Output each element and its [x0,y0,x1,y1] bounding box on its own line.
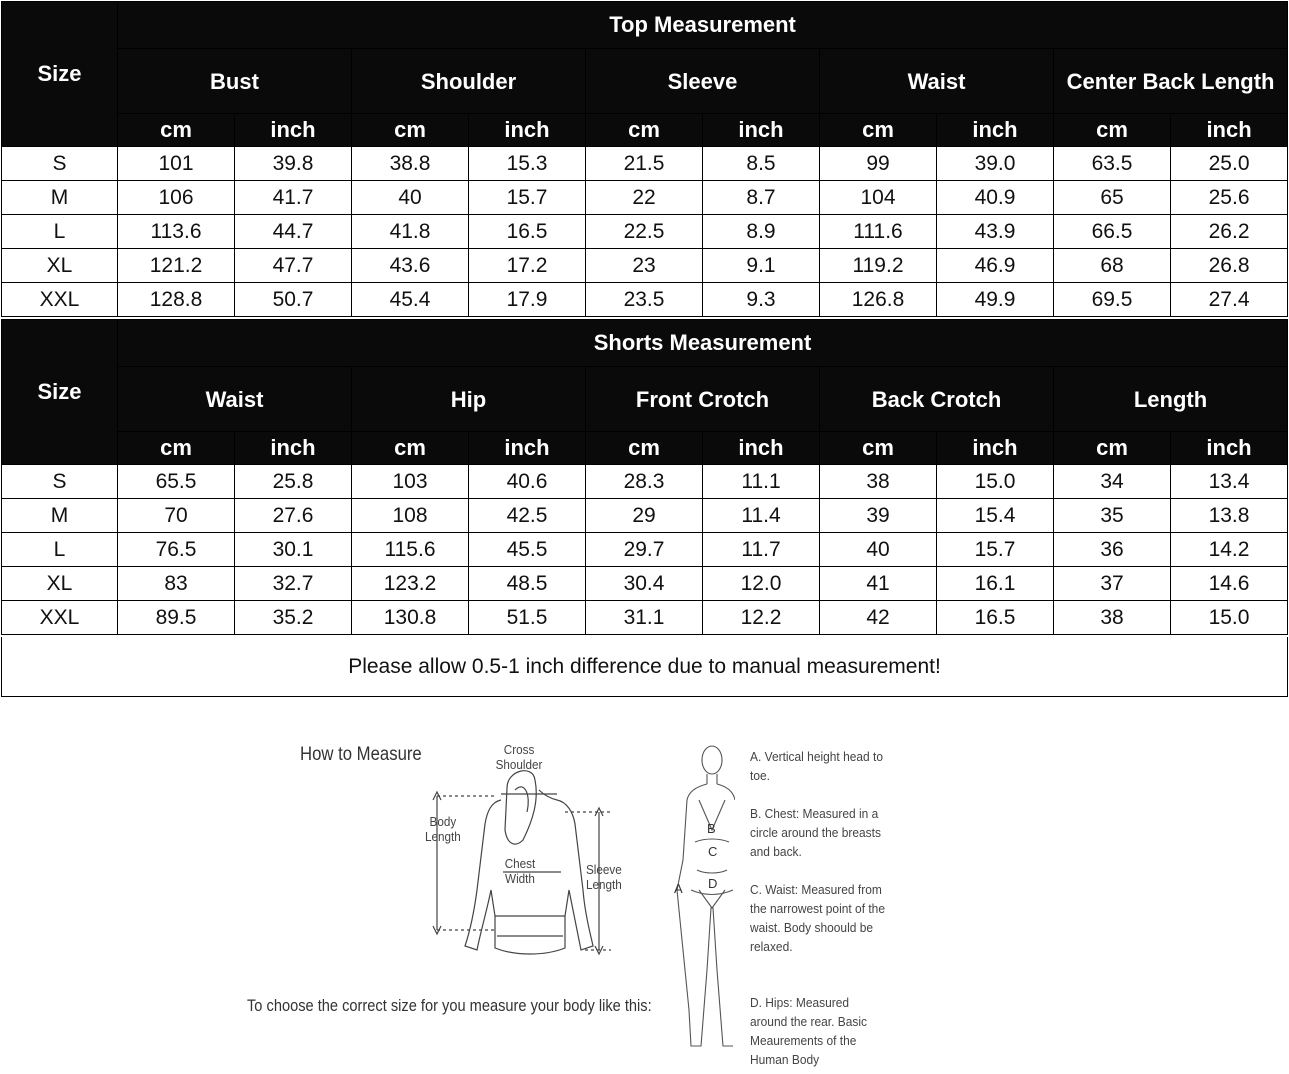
body-figure-drawing [677,746,735,1046]
unit-header: cm [1054,114,1171,147]
unit-header: inch [469,432,586,465]
value-cell: 26.8 [1171,249,1288,283]
group-header: Waist [820,49,1054,114]
value-cell: 16.5 [937,601,1054,635]
value-cell: 48.5 [469,567,586,601]
value-cell: 37 [1054,567,1171,601]
table-row [2,533,1288,567]
value-cell: 31.1 [586,601,703,635]
table-row [2,601,1288,635]
value-cell: 29 [586,499,703,533]
value-cell: 113.6 [118,215,235,249]
value-cell: 39.8 [235,147,352,181]
value-cell: 45.5 [469,533,586,567]
value-cell: 35 [1054,499,1171,533]
group-header: Length [1054,367,1288,432]
value-cell: 26.2 [1171,215,1288,249]
how-to-measure-title: How to Measure [300,744,422,765]
value-cell: 25.8 [235,465,352,499]
value-cell: 42 [820,601,937,635]
value-cell: 42.5 [469,499,586,533]
value-cell: 11.1 [703,465,820,499]
value-cell: 17.9 [469,283,586,317]
unit-header: cm [586,432,703,465]
value-cell: 40 [352,181,469,215]
table-row [2,249,1288,283]
size-cell: L [2,533,118,567]
group-header: Shoulder [352,49,586,114]
size-cell: S [2,147,118,181]
value-cell: 126.8 [820,283,937,317]
value-cell: 39 [820,499,937,533]
value-cell: 45.4 [352,283,469,317]
measurement-note: Please allow 0.5-1 inch difference due to manual measurement! [1,637,1288,697]
unit-header: cm [118,114,235,147]
value-cell: 16.5 [469,215,586,249]
value-cell: 41.7 [235,181,352,215]
label-line: Length [424,829,461,844]
value-cell: 68 [1054,249,1171,283]
value-cell: 15.3 [469,147,586,181]
value-cell: 15.7 [937,533,1054,567]
value-cell: 25.6 [1171,181,1288,215]
unit-header: inch [703,432,820,465]
value-cell: 89.5 [118,601,235,635]
unit-header: inch [703,114,820,147]
table-row [2,181,1288,215]
size-header: Size [2,320,118,465]
measurement-illustration [415,740,735,1060]
value-cell: 39.0 [937,147,1054,181]
group-header: Waist [118,367,352,432]
size-cell: M [2,499,118,533]
value-cell: 119.2 [820,249,937,283]
group-header: Center Back Length [1054,49,1288,114]
value-cell: 43.6 [352,249,469,283]
group-header-row [2,49,1288,114]
value-cell: 8.5 [703,147,820,181]
unit-header: cm [586,114,703,147]
unit-header: inch [235,432,352,465]
unit-header: cm [820,432,937,465]
note-b: B. Chest: Measured in a circle around the breasts and back. [750,806,881,859]
value-cell: 15.0 [937,465,1054,499]
unit-header: cm [352,114,469,147]
size-cell: S [2,465,118,499]
value-cell: 66.5 [1054,215,1171,249]
group-header: Hip [352,367,586,432]
table-row [2,465,1288,499]
unit-header: cm [820,114,937,147]
unit-header: inch [1171,432,1288,465]
value-cell: 22.5 [586,215,703,249]
size-cell: XXL [2,283,118,317]
unit-header: cm [1054,432,1171,465]
value-cell: 106 [118,181,235,215]
table-title: Top Measurement [118,2,1288,49]
value-cell: 23.5 [586,283,703,317]
value-cell: 41.8 [352,215,469,249]
value-cell: 35.2 [235,601,352,635]
value-cell: 14.6 [1171,567,1288,601]
value-cell: 47.7 [235,249,352,283]
value-cell: 13.4 [1171,465,1288,499]
value-cell: 50.7 [235,283,352,317]
size-cell: L [2,215,118,249]
shorts-measurement-table [1,319,1288,635]
unit-header: cm [352,432,469,465]
value-cell: 36 [1054,533,1171,567]
value-cell: 108 [352,499,469,533]
value-cell: 21.5 [586,147,703,181]
value-cell: 38 [1054,601,1171,635]
label-line: Length [585,877,622,892]
value-cell: 15.0 [1171,601,1288,635]
value-cell: 22 [586,181,703,215]
value-cell: 83 [118,567,235,601]
value-cell: 101 [118,147,235,181]
value-cell: 29.7 [586,533,703,567]
value-cell: 11.7 [703,533,820,567]
marker-c: C [708,844,718,859]
value-cell: 44.7 [235,215,352,249]
marker-d: D [708,876,718,891]
unit-header: inch [1171,114,1288,147]
size-header: Size [2,2,118,147]
value-cell: 32.7 [235,567,352,601]
size-cell: XL [2,567,118,601]
size-cell: M [2,181,118,215]
value-cell: 11.4 [703,499,820,533]
value-cell: 103 [352,465,469,499]
value-cell: 115.6 [352,533,469,567]
value-cell: 99 [820,147,937,181]
note-d: D. Hips: Measured around the rear. Basic Meaurements of the Human Body [750,995,868,1067]
table-row [2,147,1288,181]
value-cell: 65 [1054,181,1171,215]
value-cell: 8.9 [703,215,820,249]
value-cell: 104 [820,181,937,215]
value-cell: 121.2 [118,249,235,283]
label-line: Shoulder [495,757,543,772]
value-cell: 40.6 [469,465,586,499]
unit-header: cm [118,432,235,465]
value-cell: 51.5 [469,601,586,635]
value-cell: 130.8 [352,601,469,635]
value-cell: 9.1 [703,249,820,283]
unit-header: inch [235,114,352,147]
value-cell: 128.8 [118,283,235,317]
unit-header: inch [937,114,1054,147]
top-measurement-table [1,1,1288,317]
value-cell: 16.1 [937,567,1054,601]
value-cell: 8.7 [703,181,820,215]
value-cell: 14.2 [1171,533,1288,567]
value-cell: 12.0 [703,567,820,601]
value-cell: 70 [118,499,235,533]
note-c: C. Waist: Measured from the narrowest point of the waist. Body shoould be relaxed. [750,882,885,954]
sweater-drawing [433,771,611,954]
table-row [2,567,1288,601]
group-header: Sleeve [586,49,820,114]
value-cell: 15.4 [937,499,1054,533]
value-cell: 9.3 [703,283,820,317]
unit-header: inch [937,432,1054,465]
value-cell: 111.6 [820,215,937,249]
table-title: Shorts Measurement [118,320,1288,367]
value-cell: 43.9 [937,215,1054,249]
label-line: Sleeve [585,862,622,877]
value-cell: 40 [820,533,937,567]
value-cell: 65.5 [118,465,235,499]
label-line: Chest [504,856,536,871]
value-cell: 34 [1054,465,1171,499]
group-header: Front Crotch [586,367,820,432]
note-a: A. Vertical height head to toe. [750,749,883,783]
unit-header-row [2,432,1288,465]
value-cell: 30.1 [235,533,352,567]
value-cell: 123.2 [352,567,469,601]
value-cell: 27.6 [235,499,352,533]
value-cell: 40.9 [937,181,1054,215]
value-cell: 41 [820,567,937,601]
marker-b: B [707,821,716,836]
value-cell: 27.4 [1171,283,1288,317]
value-cell: 30.4 [586,567,703,601]
value-cell: 38.8 [352,147,469,181]
value-cell: 69.5 [1054,283,1171,317]
label-line: Cross [503,742,535,757]
table-row [2,283,1288,317]
group-header: Back Crotch [820,367,1054,432]
marker-a: A [674,881,683,896]
value-cell: 38 [820,465,937,499]
label-line: Body [429,814,457,829]
table-row [2,215,1288,249]
table-row [2,499,1288,533]
size-cell: XXL [2,601,118,635]
unit-header-row [2,114,1288,147]
value-cell: 28.3 [586,465,703,499]
value-cell: 15.7 [469,181,586,215]
size-cell: XL [2,249,118,283]
value-cell: 63.5 [1054,147,1171,181]
value-cell: 46.9 [937,249,1054,283]
value-cell: 25.0 [1171,147,1288,181]
group-header: Bust [118,49,352,114]
value-cell: 49.9 [937,283,1054,317]
choose-size-instruction: To choose the correct size for you measure your body like this: [247,996,652,1015]
value-cell: 76.5 [118,533,235,567]
value-cell: 17.2 [469,249,586,283]
group-header-row [2,367,1288,432]
value-cell: 13.8 [1171,499,1288,533]
value-cell: 23 [586,249,703,283]
label-line: Width [505,871,535,886]
unit-header: inch [469,114,586,147]
value-cell: 12.2 [703,601,820,635]
